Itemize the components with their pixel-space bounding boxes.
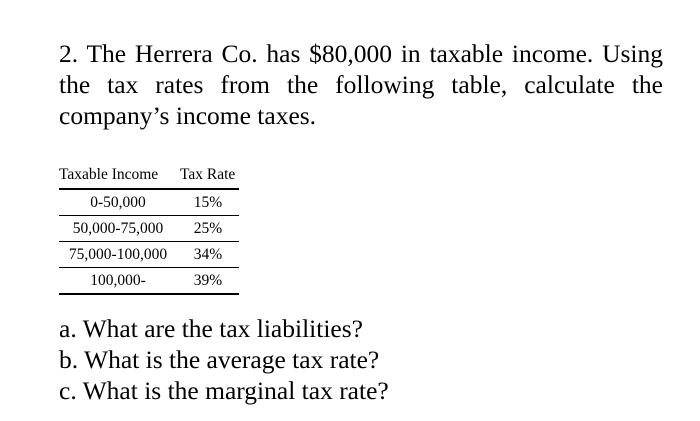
table-row <box>59 189 239 216</box>
income-bracket: 50,000-75,000 <box>72 220 164 237</box>
tax-rate-table <box>59 164 239 295</box>
tax-rate: 34% <box>193 246 223 263</box>
subquestion-b: b. What is the average tax rate? <box>59 345 380 374</box>
table-header-row <box>59 164 239 189</box>
question-text: 2. The Herrera Co. has $80,000 in taxable income. Using the tax rates from the following table, calculate the company’s income taxes. <box>59 39 663 130</box>
income-bracket: 75,000-100,000 <box>68 246 168 263</box>
header-tax-rate: Tax Rate <box>180 166 236 183</box>
subquestion-c: c. What is the marginal tax rate? <box>59 376 389 405</box>
tax-rate: 39% <box>193 272 223 289</box>
income-bracket: 100,000- <box>90 272 146 289</box>
table-row <box>59 242 239 268</box>
table-row <box>59 216 239 242</box>
table-row <box>59 268 239 295</box>
header-taxable-income: Taxable Income <box>59 166 159 183</box>
subquestion-a: a. What are the tax liabilities? <box>59 314 363 343</box>
tax-rate: 15% <box>193 194 223 211</box>
tax-rate: 25% <box>193 220 223 237</box>
income-bracket: 0-50,000 <box>90 194 146 211</box>
subquestion-list <box>59 313 389 406</box>
